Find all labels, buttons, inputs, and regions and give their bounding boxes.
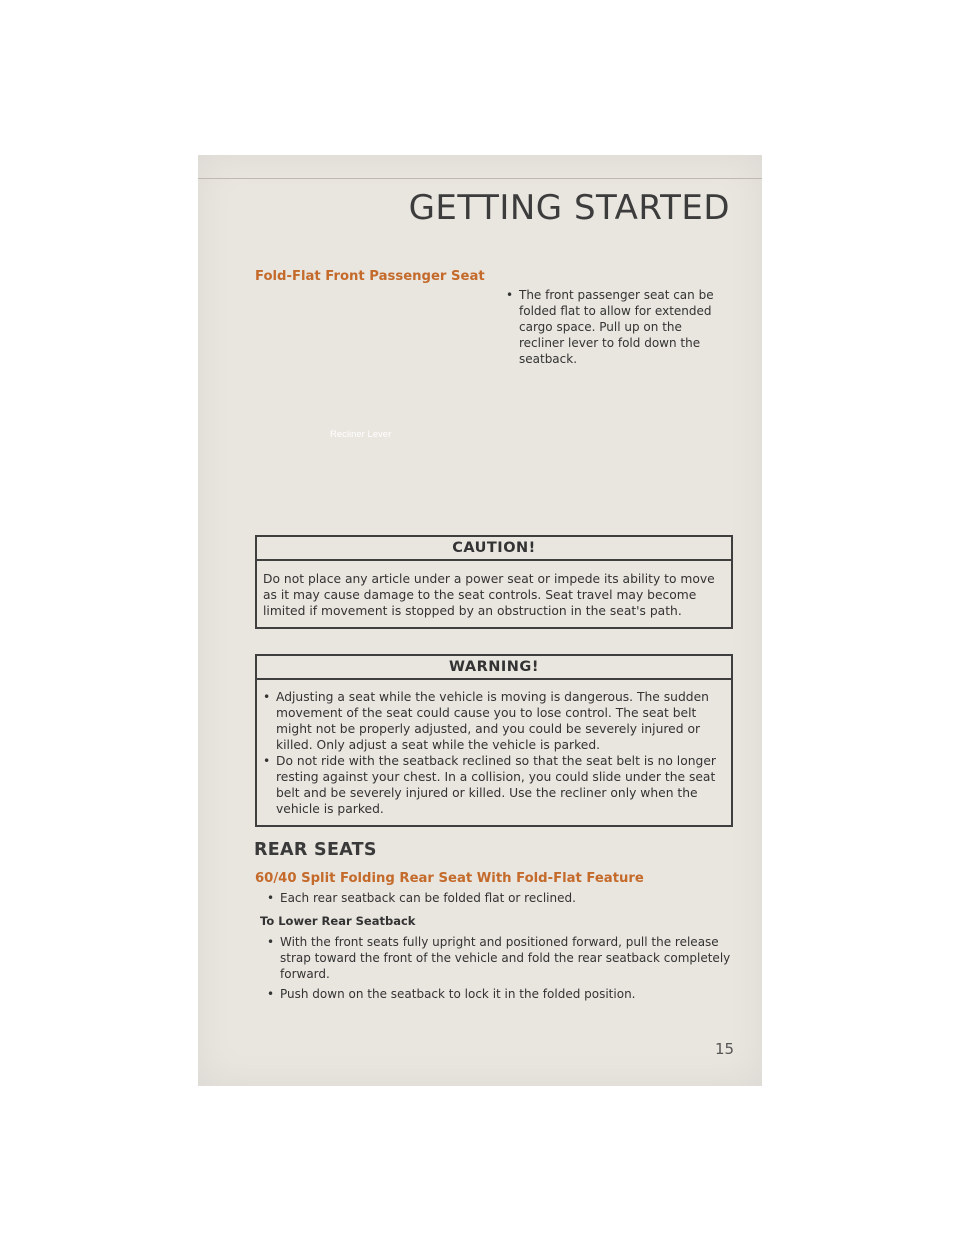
warning-box <box>255 654 733 827</box>
caution-title: CAUTION! <box>257 537 731 561</box>
recliner-lever-label: Recliner Lever <box>330 429 392 440</box>
warning-body <box>257 680 731 825</box>
lower-seatback-list <box>267 934 737 1002</box>
rear-seats-subheading: 60/40 Split Folding Rear Seat With Fold-Flat Feature <box>255 871 644 886</box>
caution-text: Do not place any article under a power seat or impede its ability to move as it may cause damage to the seat controls. Seat travel may become limited if movement is stopped by an obstruction in the seat's path. <box>263 572 715 618</box>
lower-seatback-bullet: • Push down on the seatback to lock it in the folded position. <box>267 986 737 1002</box>
recliner-lever-photo <box>256 292 496 500</box>
rear-seats-title: REAR SEATS <box>254 840 377 860</box>
header-rule <box>198 178 762 179</box>
lower-seatback-bullet: • With the front seats fully upright and positioned forward, pull the release strap toward the front of the vehicle and fold the rear seatback completely forward. <box>267 934 737 982</box>
rear-intro-list <box>267 890 737 906</box>
caution-box <box>255 535 733 629</box>
page-number: 15 <box>715 1040 735 1058</box>
rear-intro-bullet: • Each rear seatback can be folded flat or reclined. <box>267 890 737 906</box>
lower-seatback-heading: To Lower Rear Seatback <box>260 914 416 928</box>
warning-bullet: • Do not ride with the seatback reclined so that the seat belt is no longer resting against your chest. In a collision, you could slide under the seat belt and be severely injured or killed. Use the recliner only when the vehicle is parked. <box>263 753 725 817</box>
section-title: GETTING STARTED <box>408 188 730 228</box>
fold-flat-bullet: • The front passenger seat can be folded flat to allow for extended cargo space. Pull up on the recliner lever to fold down the seatback. <box>506 287 726 367</box>
warning-bullet: • Adjusting a seat while the vehicle is moving is dangerous. The sudden movement of the seat could cause you to lose control. The seat belt might not be properly adjusted, and you could be severely injured or killed. Only adjust a seat while the vehicle is parked. <box>263 689 725 753</box>
fold-flat-bullets <box>506 287 726 367</box>
fold-flat-heading: Fold-Flat Front Passenger Seat <box>255 269 485 284</box>
warning-title: WARNING! <box>257 656 731 680</box>
